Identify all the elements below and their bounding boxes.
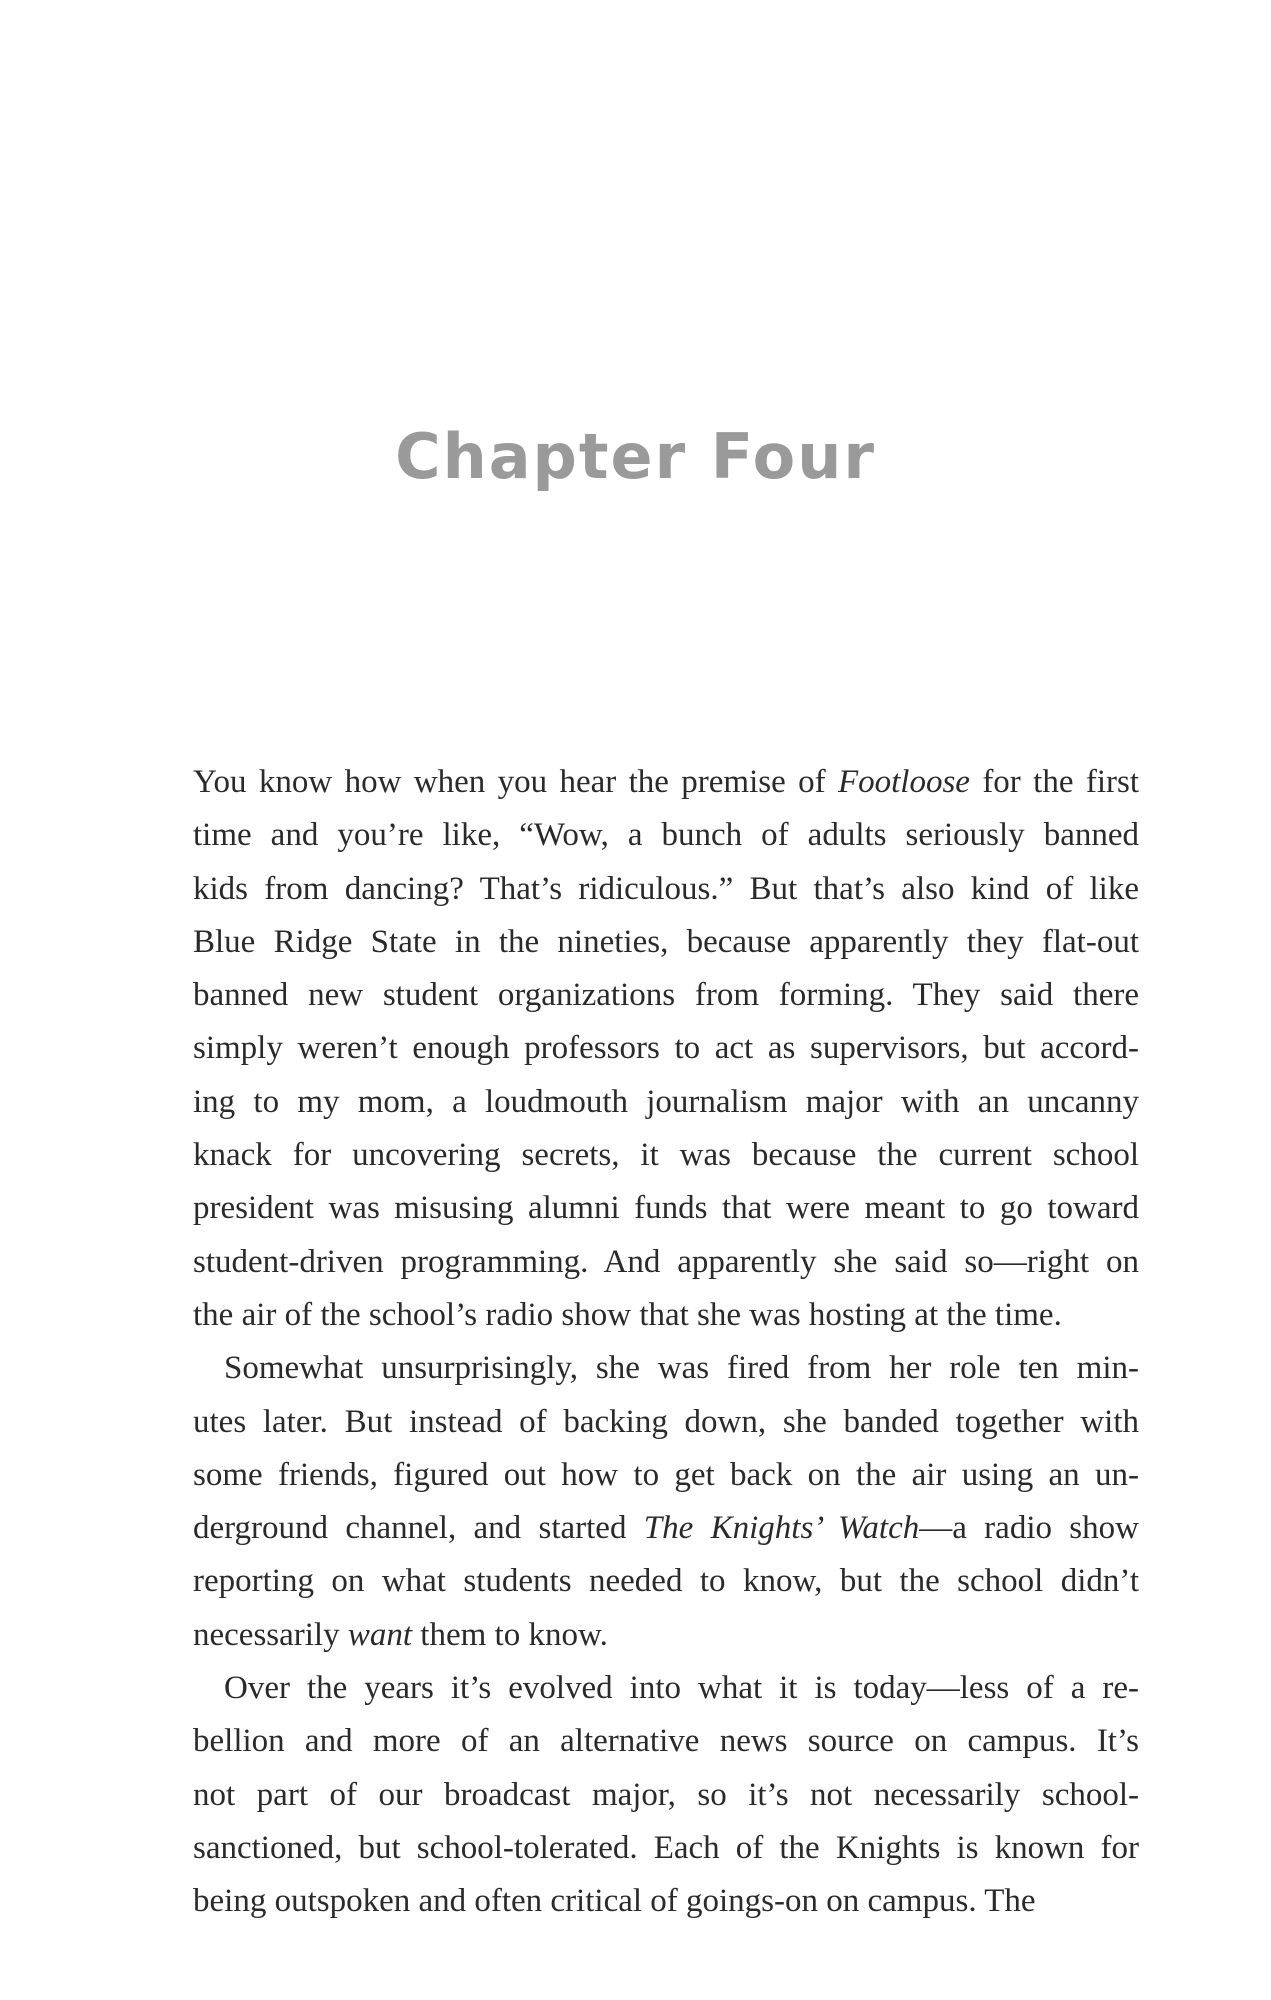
text-line [193, 809, 1139, 862]
text-run: the air of the school’s radio show that she was hosting at the time. [193, 1296, 1062, 1333]
text-line [193, 1715, 1139, 1768]
text-run: simply weren’t enough professors to act as supervisors, but accord- [193, 1030, 1139, 1067]
text-line [193, 1822, 1139, 1875]
text-run: kids from dancing? That’s ridiculous.” But that’s also kind of like [193, 870, 1139, 907]
text-line [193, 1342, 1139, 1395]
text-run: banned new student organizations from forming. They said there [193, 977, 1139, 1014]
text-run: Footloose [837, 764, 970, 800]
text-line [193, 1396, 1139, 1449]
text-run: derground channel, and started [193, 1510, 644, 1547]
text-line [193, 1129, 1139, 1182]
text-line [193, 1662, 1139, 1715]
text-run: utes later. But instead of backing down, she banded together with [193, 1403, 1139, 1440]
text-line [193, 1555, 1139, 1608]
text-run: student-driven programming. And apparently she said so—right on [193, 1243, 1139, 1280]
text-line [193, 1769, 1139, 1822]
text-run: You know how when you hear the premise of [193, 764, 838, 800]
text-run: reporting on what students needed to know, but the school didn’t [193, 1563, 1139, 1600]
text-line [193, 756, 1139, 809]
text-line [193, 1449, 1139, 1502]
text-run: knack for uncovering secrets, it was because the current school [193, 1137, 1139, 1174]
text-run: Blue Ridge State in the nineties, because apparently they flat-out [193, 923, 1139, 960]
text-run: time and you’re like, “Wow, a bunch of adults seriously banned [193, 817, 1139, 854]
text-run: some friends, figured out how to get back on the air using an un- [193, 1456, 1139, 1493]
text-run: sanctioned, but school-tolerated. Each of the Knights is known for [193, 1829, 1139, 1866]
text-run: for the first [969, 764, 1139, 800]
body-text [193, 756, 1139, 1929]
text-line [193, 969, 1139, 1022]
text-run: them to know. [412, 1616, 608, 1653]
text-run: ing to my mom, a loudmouth journalism major with an uncanny [193, 1083, 1139, 1120]
text-line [193, 1875, 1139, 1928]
text-run: —a radio show [919, 1510, 1139, 1547]
text-line [193, 1076, 1139, 1129]
text-line [193, 1502, 1139, 1555]
text-line [193, 916, 1139, 969]
paragraph [193, 1662, 1139, 1928]
text-run: The Knights’ Watch [643, 1510, 920, 1547]
text-run: Over the years it’s evolved into what it is today—less of a re- [224, 1670, 1139, 1707]
paragraph [193, 756, 1139, 1342]
chapter-title: Chapter Four [395, 420, 876, 493]
text-line [193, 1236, 1139, 1289]
text-line [193, 1022, 1139, 1075]
paragraph [193, 1342, 1139, 1662]
text-run: bellion and more of an alternative news source on campus. It’s [193, 1723, 1139, 1760]
text-run: want [347, 1616, 413, 1653]
text-run: president was misusing alumni funds that were meant to go toward [193, 1190, 1139, 1227]
text-line [193, 1609, 1139, 1662]
text-run: being outspoken and often critical of goings-on on campus. The [193, 1883, 1036, 1920]
text-line [193, 1289, 1139, 1342]
text-run: Somewhat unsurprisingly, she was fired from her role ten min- [224, 1350, 1139, 1387]
text-run: necessarily [193, 1616, 348, 1653]
text-line [193, 1182, 1139, 1235]
text-run: not part of our broadcast major, so it’s not necessarily school- [193, 1776, 1139, 1813]
text-line [193, 863, 1139, 916]
